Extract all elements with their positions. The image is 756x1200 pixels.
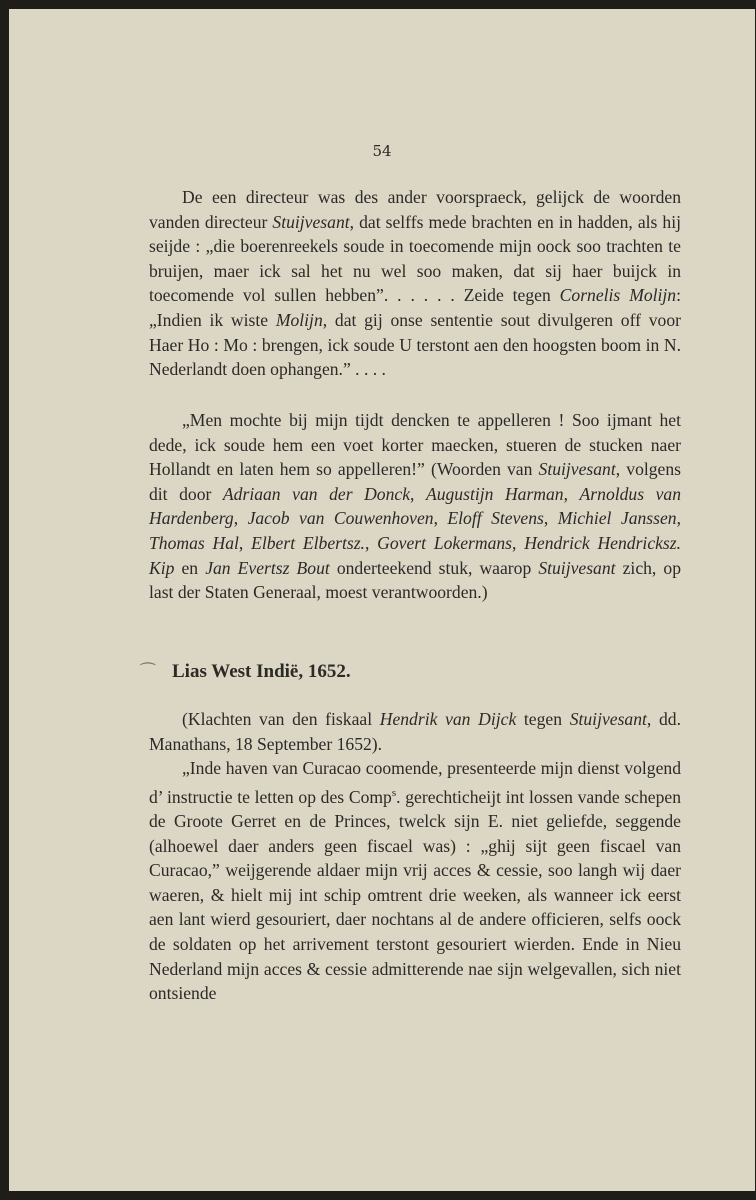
paragraph-2: „Men mochte bij mijn tijdt dencken te appelleren ! Soo ijmant het dede, ick soude hem een voet korter maecken, stueren de stucken naer Hollandt en laten hem so appelleren!” (Woorden van Stuijvesant, volgens dit door Adriaan van der Donck, Augustijn Harman, Arnoldus van Hardenberg, Jacob van Couwenhoven, Eloff Stevens, Michiel Janssen, Thomas Hal, Elbert Elbertsz., Govert Lokermans, Hendrick Hendricksz. Kip en Jan Evertsz Bout onderteekend stuk, waarop Stuijvesant zich, op last der Staten Generaal, moest verantwoorden.) xyxy=(149,410,682,603)
paragraph-3: (Klachten van den fiskaal Hendrik van Dijck tegen Stuijvesant, dd. Manathans, 18 September 1652). xyxy=(149,709,681,754)
paragraph-1: De een directeur was des ander voorspraeck, gelijck de woorden vanden directeur Stuijvesant, dat selffs mede brachten en in hadden, als hij seijde : „die boerenreekels soude in toecomende mijn oock soo trachten te bruijen, maer ick sal het nu wel soo maken, dat sij haer buijck in toecomende vol sullen hebben”. . . . . . Zeide tegen Cornelis Molijn: „Indien ik wiste Molijn, dat gij onse sententie sout divulgeren off voor Haer Ho : Mo : brengen, ick soude U terstont aen den hoogsten boom in N. Nederlandt doen ophangen.” . . . . xyxy=(149,187,682,380)
page-number: 54 xyxy=(372,142,392,160)
book-page xyxy=(9,9,755,1191)
section-heading: Lias West Indië, 1652. xyxy=(172,661,351,682)
paragraph-4: „Inde haven van Curacao coomende, presenteerde mijn dienst volgend d’ instructie te letten op des Comp$^s$. gerechticheijt int lossen vande schepen de Groote Gerret en de Princes, twelck sijn E. niet geliefde, seggende (alhoewel daer anders geen fiscael was) : „ghij sijt geen fiscael van Curacao,” weijgerende aldaer mijn vrij acces & cessie, soo langh wij daer waeren, & hielt mij int schip omtrent drie weeken, als wanneer ick eerst aen lant wierd gesouriert, daer nochtans al de andere officieren, selfs oock de soldaten op het arrivement terstont gesouriert wierden. Ende in Nieu Nederland mijn acces & cessie admitterende nae sijn welgevallen, sich niet ontsiende xyxy=(149,758,682,1004)
margin-pencil-mark-icon: ⁀ xyxy=(141,663,155,683)
